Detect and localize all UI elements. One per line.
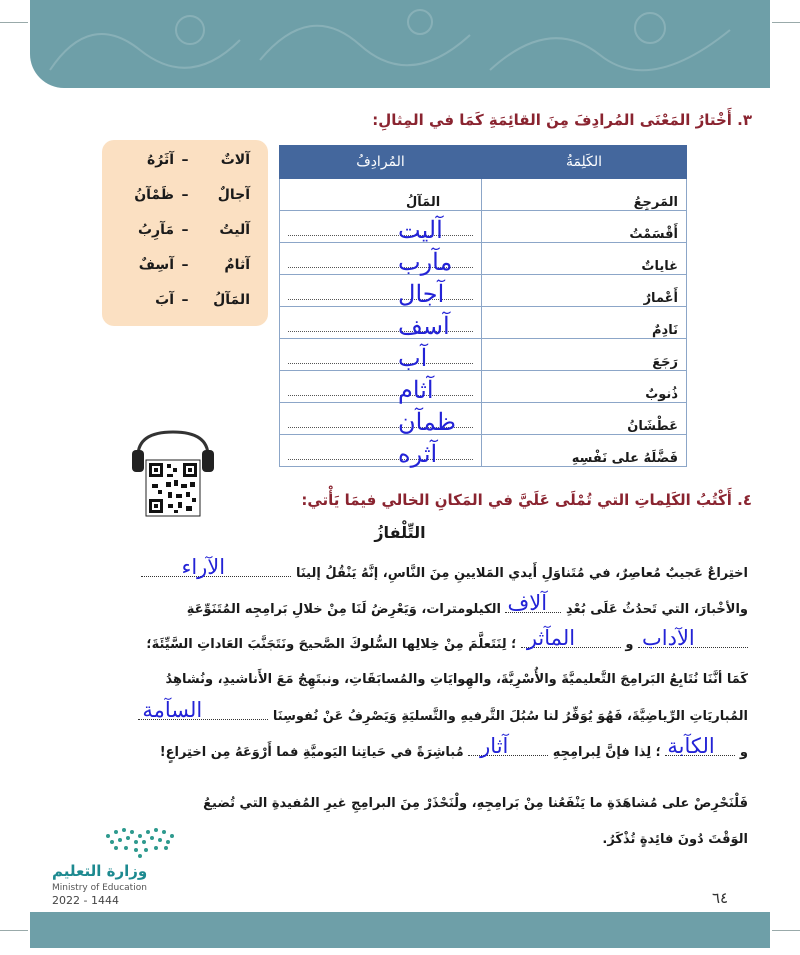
- word-bank-row: [102, 222, 268, 242]
- passage-line: [88, 734, 748, 764]
- edition-year: 2022 - 1444: [52, 894, 119, 907]
- handwritten-answer: آثره: [398, 440, 438, 468]
- handwritten-fill: الآداب: [642, 626, 695, 650]
- table-row: [280, 307, 687, 339]
- answer-cell[interactable]: [280, 275, 482, 307]
- crop-mark: [0, 22, 28, 23]
- word-bank: [102, 140, 268, 326]
- ministry-name-en: Ministry of Education: [52, 883, 147, 893]
- word-bank-item: آليتُ: [219, 222, 250, 238]
- answer-cell[interactable]: [280, 243, 482, 275]
- blank-4[interactable]: [521, 626, 621, 650]
- answer-cell[interactable]: [280, 403, 482, 435]
- blank-5[interactable]: [138, 698, 268, 722]
- word-bank-item: آثامٌ: [224, 257, 250, 273]
- passage-text: ؛ لِنَتَعلَّمَ مِنْ خِلالِها السُّلوكَ الصَّحيحَ ونَتَجَنَّبَ العَاداتِ السَّيِّئَةَ؛: [146, 637, 517, 652]
- word-bank-item: آسِفٌ: [138, 257, 174, 273]
- synonym-table: [279, 145, 687, 467]
- handwritten-fill: آلاف: [507, 591, 548, 615]
- handwritten-fill: السآمة: [142, 698, 203, 722]
- word-bank-row: [102, 292, 268, 312]
- word-cell: ذُنوبٌ: [482, 371, 687, 403]
- passage-text: والأخْبارَ، التي تَحدُثُ عَلَى بُعْدِ: [566, 602, 748, 617]
- word-bank-row: [102, 187, 268, 207]
- passage-text: فَلْنَحْرِصْ على مُشاهَدَةِ ما يَنْفَعُنا مِنْ بَرامِجِهِ، ولْنَحْذَرْ مِنَ البرامِجِ غيرِ المُفيدةِ التي تُضيعُ: [203, 796, 748, 811]
- table-header-row: [280, 146, 687, 179]
- ministry-name-ar: وزارة التعليم: [52, 862, 148, 880]
- passage-line: [88, 669, 748, 691]
- word-cell: نَادِمٌ: [482, 307, 687, 339]
- handwritten-answer: مآرب: [398, 248, 453, 276]
- blank-1[interactable]: [141, 555, 291, 579]
- passage-text: الكيلومترات، وَيَعْرِضُ لَنَا مِنْ خلالِ بَرامِجِه المُتَنَوِّعَةِ: [186, 602, 501, 617]
- passage-text: و: [739, 745, 748, 760]
- crop-mark: [0, 930, 28, 931]
- passage-title: التِّلْفازُ: [374, 523, 426, 542]
- table-row: [280, 371, 687, 403]
- handwritten-fill: آثار: [480, 734, 509, 758]
- dash: –: [181, 152, 189, 168]
- blank-2[interactable]: [505, 591, 561, 615]
- footer-band: [30, 912, 770, 948]
- handwritten-answer: آسف: [398, 312, 450, 340]
- handwritten-fill: الكآبة: [667, 734, 715, 758]
- passage-line: [88, 555, 748, 585]
- blank-6[interactable]: [665, 734, 735, 758]
- word-cell: فَضَّلَهُ على نَفْسِهِ: [482, 435, 687, 467]
- passage-text: كَمَا أنَّنَا نُتَابِعُ البَرامِجَ التَّعليميَّةَ والأُسْرِيَّةَ، والهِوايَاتِ والمُسابَقَاتِ، ونبتَهِجُ مَعَ الأَناشيدِ، ونُشاهِدُ: [165, 672, 748, 687]
- crop-mark: [772, 22, 800, 23]
- passage-line: [88, 591, 748, 621]
- handwritten-answer: ظمآن: [398, 408, 456, 436]
- blank-7[interactable]: [468, 734, 548, 758]
- ministry-logo-icon: [100, 826, 182, 860]
- table-row: [280, 243, 687, 275]
- handwritten-answer: آليت: [398, 216, 443, 244]
- word-cell: غاياتٌ: [482, 243, 687, 275]
- word-bank-row: [102, 257, 268, 277]
- word-cell: رَجَعَ: [482, 339, 687, 371]
- table-row: [280, 275, 687, 307]
- example-answer: المَآلُ: [406, 195, 441, 210]
- passage-line: [88, 698, 748, 728]
- word-bank-item: آثَرُهُ: [146, 152, 174, 168]
- header-word: الكَلِمَةُ: [482, 146, 687, 179]
- table-row: [280, 403, 687, 435]
- word-bank-item: المَآلُ: [213, 292, 250, 308]
- decorative-pattern: [30, 0, 770, 88]
- dash: –: [181, 187, 189, 203]
- passage-line: [88, 829, 748, 851]
- answer-cell[interactable]: [280, 179, 482, 211]
- handwritten-fill: المآثر: [526, 626, 576, 650]
- passage-text: المُباريَاتِ الرِّياضِيَّةَ، فَهُوَ يُوَفِّرُ لنا سُبُلَ التَّرفيهِ والتَّسليَةِ وَيَصْرِفُ عَنْ نُفوسِنَا: [272, 709, 748, 724]
- table-row: [280, 339, 687, 371]
- table-row: [280, 211, 687, 243]
- answer-cell[interactable]: [280, 435, 482, 467]
- passage-line: [88, 793, 748, 815]
- page-number: ٦٤: [712, 889, 729, 907]
- audio-qr-icon[interactable]: [128, 428, 218, 520]
- header-synonym: المُرادِفُ: [280, 146, 482, 179]
- passage-text: ؛ لِذا فإنَّ لِبرامِجِهِ: [552, 745, 661, 760]
- answer-cell[interactable]: [280, 339, 482, 371]
- passage-text: و: [625, 637, 634, 652]
- word-cell: أَعْمارٌ: [482, 275, 687, 307]
- table-row: [280, 179, 687, 211]
- passage-text: مُباشِرَةً في حَياتِنا اليَوميَّةِ فما أَرْوَعَهُ مِن اختِراعٍ!: [159, 745, 464, 760]
- question-3-title: ٣. أَخْتارُ المَعْنَى المُرادِفَ مِنَ القائِمَةِ كَمَا في المِثالِ:: [372, 111, 752, 129]
- word-bank-item: ظَمْآنُ: [134, 187, 174, 203]
- blank-3[interactable]: [638, 626, 748, 650]
- passage-text: اختِراعٌ عَجيبٌ مُعاصِرٌ، في مُتَناوَلِ أَيدي المَلايينِ مِنَ النَّاسِ، إنَّهُ يَنْقُلُ إلينَا: [295, 566, 748, 581]
- handwritten-fill: الآراء: [181, 555, 226, 579]
- word-cell: أَقْسَمْتُ: [482, 211, 687, 243]
- passage-line: [88, 626, 748, 656]
- answer-cell[interactable]: [280, 371, 482, 403]
- dash: –: [181, 292, 189, 308]
- dash: –: [181, 222, 189, 238]
- table-row: [280, 435, 687, 467]
- handwritten-answer: آثام: [398, 376, 434, 404]
- word-bank-item: آجالٌ: [217, 187, 250, 203]
- handwritten-answer: آجال: [398, 280, 445, 308]
- dash: –: [181, 257, 189, 273]
- word-bank-item: آلاتٌ: [220, 152, 250, 168]
- answer-cell[interactable]: [280, 211, 482, 243]
- word-cell: عَطْشَانُ: [482, 403, 687, 435]
- answer-cell[interactable]: [280, 307, 482, 339]
- crop-mark: [772, 930, 800, 931]
- word-cell: المَرجِعُ: [482, 179, 687, 211]
- word-bank-item: مَآرِبُ: [137, 222, 174, 238]
- question-4-title: ٤. أَكْتُبُ الكَلِماتِ التي تُمْلَى عَلَيَّ في المَكانِ الخالي فيمَا يَأْتي:: [301, 491, 752, 509]
- passage-text: الوَقْتَ دُونَ فائِدةٍ تُذْكَرُ.: [602, 832, 748, 847]
- handwritten-answer: آب: [398, 344, 428, 372]
- word-bank-item: آبَ: [155, 292, 174, 308]
- word-bank-row: [102, 152, 268, 172]
